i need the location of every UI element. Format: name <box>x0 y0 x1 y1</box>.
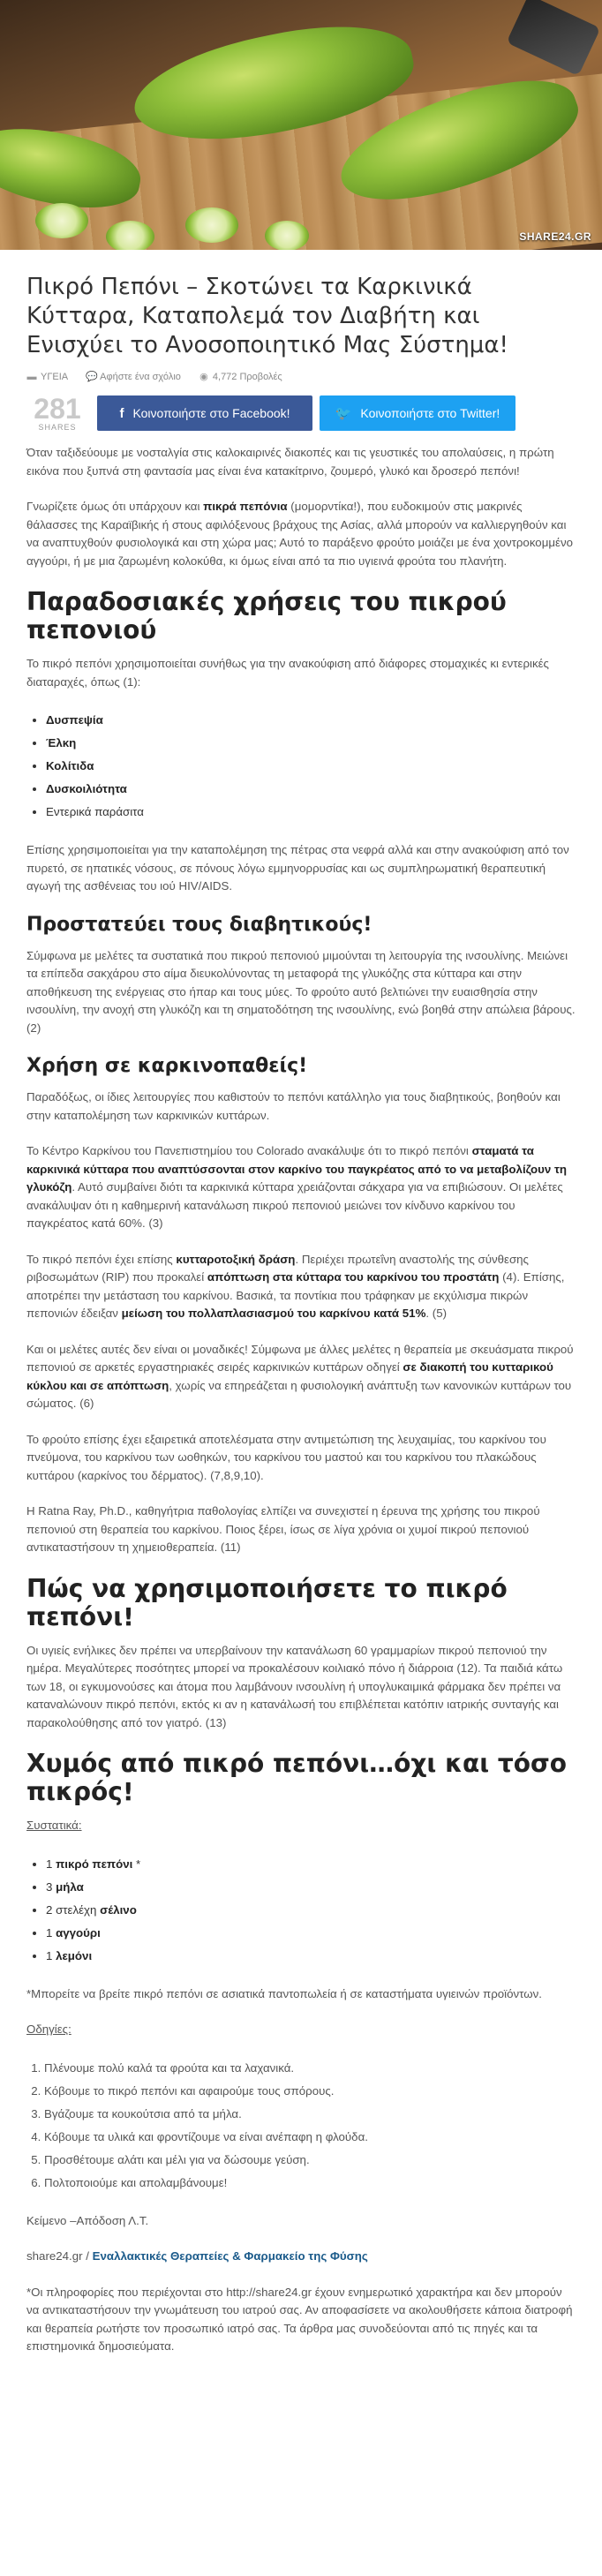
heading-diabetics: Προστατεύει τους διαβητικούς! <box>26 913 372 936</box>
list-item: • Κολίτιδα <box>46 755 576 778</box>
twitter-share-button[interactable] <box>320 395 515 431</box>
cancer-paragraph-2: Το Κέντρο Καρκίνου του Πανεπιστημίου του Colorado ανακάλυψε ότι το πικρό πεπόνι σταματά τα καρκινικά κύτταρα που αναπτύσσονται στον καρκίνο του παγκρέατος από το να μεταβολίζουν τη γλυκόζη. Αυτό συμβαίνει διότι τα καρκινικά κύτταρα χρειάζονται σάκχαρα για να επιβιώσουν. Οι μελέτες ανακάλυψαν ότι η καθημερινή κατανάλωση πικρού πεπονιού μειώνει τον κίνδυνο καρκίνου του παγκρέατος κατά 60%. (3) <box>26 1144 568 1230</box>
list-item: • Εντερικά παράσιτα <box>46 801 576 824</box>
source-link[interactable]: Εναλλακτικές Θεραπείες & Φαρμακείο της Φύσης <box>92 2249 368 2263</box>
list-item: • 1 πικρό πεπόνι * <box>46 1853 576 1876</box>
list-item: • 2 στελέχη σέλινο <box>46 1899 576 1922</box>
twitter-share-label: Κοινοποιήστε στο Twitter! <box>360 406 500 420</box>
ingredients-note: *Μπορείτε να βρείτε πικρό πεπόνι σε ασιατικά παντοπωλεία ή σε καταστήματα υγιεινών προϊόντων. <box>26 1986 542 2000</box>
list-item: • 1 λεμόνι <box>46 1945 576 1968</box>
share-count-label: SHARES <box>38 423 77 432</box>
credit-line: Κείμενο –Απόδοση Λ.Τ. <box>26 2213 149 2227</box>
share-count <box>26 395 88 432</box>
traditional-paragraph-2: Επίσης χρησιμοποιείται για την καταπολέμηση της πέτρας στα νεφρά αλλά και στην ανακούφιση από τον πυρετό, σε ηπατικές νόσους, σε πόνους λόγω εμμηνορρυσίας και ως συμπληρωματική θεραπευτική αγωγή της ασθένειας του ιού HIV/AIDS. <box>26 843 569 893</box>
cancer-paragraph-6: Η Ratna Ray, Ph.D., καθηγήτρια παθολογίας ελπίζει να συνεχιστεί η έρευνα της χρήσης του πικρού πεπονιού στη θεραπεία του καρκίνου. Ποιος ξέρει, ίσως σε λίγα χρόνια οι χυμοί πικρού πεπονιού αντικαταστήσουν τη χημειοθεραπεία. (11) <box>26 1504 540 1554</box>
folder-icon: ▬ <box>26 371 37 382</box>
heading-juice: Χυμός από πικρό πεπόνι…όχι και τόσο πικρός! <box>26 1749 568 1806</box>
hero-image <box>0 0 602 250</box>
list-item: • 1 αγγούρι <box>46 1922 576 1945</box>
list-item: 3. Βγάζουμε τα κουκούτσια από τα μήλα. <box>44 2103 576 2126</box>
how-to-paragraph: Οι υγιείς ενήλικες δεν πρέπει να υπερβαίνουν την κατανάλωση 60 γραμμαρίων πικρού πεπονιού την ημέρα. Μεγαλύτερες ποσότητες μπορεί να προκαλέσουν κοιλιακό πόνο ή διάρροια (12). Τα παιδιά κάτω των 18, οι εγκυμονούσες και άτομα που λαμβάνουν ινσουλίνη ή υπογλυκαιμικά φάρμακα δεν πρέπει να καταναλώνουν πικρό πεπόνι, εκτός κι αν η κατανάλωσή του επιβλέπεται κατόπιν ιατρικής συνταγής και παρακολούθησης από τον γιατρό. (13) <box>26 1643 563 1729</box>
directions-list <box>26 2057 576 2195</box>
cancer-paragraph-1: Παραδόξως, οι ίδιες λειτουργίες που καθιστούν το πεπόνι κατάλληλο για τους διαβητικούς, βοηθούν και στην καταπολέμηση των καρκινικών κυττάρων. <box>26 1090 561 1122</box>
list-item: • Δυσπεψία <box>46 709 576 732</box>
list-item: 2. Κόβουμε το πικρό πεπόνι και αφαιρούμε τους σπόρους. <box>44 2080 576 2103</box>
traditional-list <box>26 709 576 824</box>
ingredients-label: Συστατικά: <box>26 1819 82 1832</box>
eye-icon: ◉ <box>199 372 208 382</box>
source-line: share24.gr / Εναλλακτικές Θεραπείες & Φαρμακείο της Φύσης <box>26 2249 368 2263</box>
heading-cancer: Χρήση σε καρκινοπαθείς! <box>26 1055 308 1077</box>
cancer-paragraph-5: Το φρούτο επίσης έχει εξαιρετικά αποτελέσματα στην αντιμετώπιση της λευχαιμίας, του καρκίνου του πνεύμονα, του καρκίνου των ωοθηκών, του καρκίνου του μαστού και του καρκίνου του πλακώδους κυττάρου (καρκίνος του δέρματος). (7,8,9,10). <box>26 1432 546 1482</box>
heading-traditional-uses: Παραδοσιακές χρήσεις του πικρού πεπονιού <box>26 587 507 644</box>
intro-paragraph-1: Όταν ταξιδεύουμε με νοσταλγία στις καλοκαιρινές διακοπές και τις γευστικές του απολαύσεις, η πρώτη εικόνα που ξυπνά στη φαντασία μας είναι ένα κατακίτρινο, ζουμερό, γλυκό και δροσερό πεπόνι! <box>26 446 554 478</box>
diabetics-paragraph: Σύμφωνα με μελέτες τα συστατικά που πικρού πεπονιού μιμούνται τη λειτουργία της ινσουλίνης. Μειώνει τα επίπεδα σακχάρου στο αίμα διευκολύνοντας τη μεταφορά της γλυκόζης στα κύτταρα και στην αποθήκευση της ενέργειας στο ήπαρ και τους μύες. Το φρούτο αυτό βελτιώνει την ευαισθησία στην ινσουλίνη, την ανοχή στη γλυκόζη και τη σηματοδότηση της ινσουλίνης, ενώ βοηθά στην απώλεια βάρους. (2) <box>26 948 576 1035</box>
intro-paragraph-2: Γνωρίζετε όμως ότι υπάρχουν και πικρά πεπόνια (μομορντίκα!), που ευδοκιμούν στις μακρινές θάλασσες της Καραϊβικής ή στους αφιλόξενους βράχους της Ασίας, αλλά μπορούν να καλλιεργηθούν και να αναπτυχθούν φυσιολογικά και στη χώρα μας; Αυτό το παράξενο φρούτο μοιάζει με ένα χοντροκομμένο αγγούρι, ή με μια ζαρωμένη κολοκύθα, κι όμως είναι από τα πιο υγιεινά φρούτα του πλανήτη. <box>26 500 573 568</box>
ingredients-list <box>26 1853 576 1968</box>
article-meta <box>26 371 576 382</box>
article-content <box>13 273 589 2356</box>
article-title: Πικρό Πεπόνι – Σκοτώνει τα Καρκινικά Κύτταρα, Καταπολεμά τον Διαβήτη και Ενισχύει το Ανοσοποιητικό Μας Σύστημα! <box>26 274 508 358</box>
facebook-share-button[interactable] <box>97 395 312 431</box>
share-count-number: 281 <box>34 393 81 425</box>
watermark: SHARE24.GR <box>519 230 591 243</box>
list-item: 1. Πλένουμε πολύ καλά τα φρούτα και τα λαχανικά. <box>44 2057 576 2080</box>
meta-comments[interactable] <box>86 371 181 382</box>
share-bar <box>26 395 576 432</box>
facebook-share-label: Κοινοποιήστε στο Facebook! <box>132 406 290 420</box>
list-item: 4. Κόβουμε τα υλικά και φροντίζουμε να είναι ανέπαφη η φλούδα. <box>44 2126 576 2149</box>
list-item: • Έλκη <box>46 732 576 755</box>
traditional-paragraph: Το πικρό πεπόνι χρησιμοποιείται συνήθως για την ανακούφιση από διάφορες στομαχικές κι εντερικές διαταραχές, όπως (1): <box>26 657 549 689</box>
list-item: • 3 μήλα <box>46 1876 576 1899</box>
heading-how-to-use: Πώς να χρησιμοποιήσετε το πικρό πεπόνι! <box>26 1573 508 1631</box>
comments-link[interactable]: Αφήστε ένα σχόλιο <box>100 372 181 382</box>
meta-category[interactable] <box>26 372 68 382</box>
facebook-icon: f <box>119 405 124 421</box>
cancer-paragraph-4: Και οι μελέτες αυτές δεν είναι οι μοναδικές! Σύμφωνα με άλλες μελέτες η θεραπεία με σκευάσματα πικρού πεπονιού σε αρκετές εργαστηριακές σειρές καρκινικών κυττάρων οδηγεί σε διακοπή του κυτταρικού κύκλου και σε απόπτωση, χωρίς να επηρεάζεται η φυσιολογική ανάπτυξη των κανονικών κυττάρων του σώματος. (6) <box>26 1342 574 1410</box>
meta-views <box>199 371 282 382</box>
category-label[interactable]: ΥΓΕΙΑ <box>41 371 69 382</box>
list-item: 6. Πολτοποιούμε και απολαμβάνουμε! <box>44 2172 576 2195</box>
list-item: 5. Προσθέτουμε αλάτι και μέλι για να δώσουμε γεύση. <box>44 2149 576 2172</box>
directions-label: Οδηγίες: <box>26 2022 71 2036</box>
twitter-icon: 🐦 <box>335 406 352 421</box>
disclaimer: *Οι πληροφορίες που περιέχονται στο http://share24.gr έχουν ενημερωτικό χαρακτήρα και δεν μπορούν να αντικαταστήσουν την γνωμάτευση του ιατρού σας. Αν αποφασίσετε να ακολουθήσετε κάποια διατροφή και θεραπεία ρωτήστε τον προσωπικό ιατρό σας. Τα άρθρα μας συνοδεύονται από τις πηγές και τα επιστημονικά δημοσιεύματα. <box>26 2285 573 2353</box>
cancer-paragraph-3: Το πικρό πεπόνι έχει επίσης κυτταροτοξική δράση. Περιέχει πρωτεΐνη αναστολής της σύνθεσης ριβοσωμάτων (RIP) που προκαλεί απόπτωση στα κύτταρα του καρκίνου του προστάτη (4). Επίσης, αποτρέπει την μετάσταση του καρκίνου. Βασικά, τα ποντίκια που τράφηκαν με εκχύλισμα πικρών πεπονιών έδειξαν μείωση του πολλαπλασιασμού του καρκίνου κατά 51%. (5) <box>26 1252 565 1320</box>
list-item: • Δυσκοιλιότητα <box>46 778 576 801</box>
views-count: 4,772 Προβολές <box>212 372 282 382</box>
comment-icon: 💬 <box>86 372 98 382</box>
